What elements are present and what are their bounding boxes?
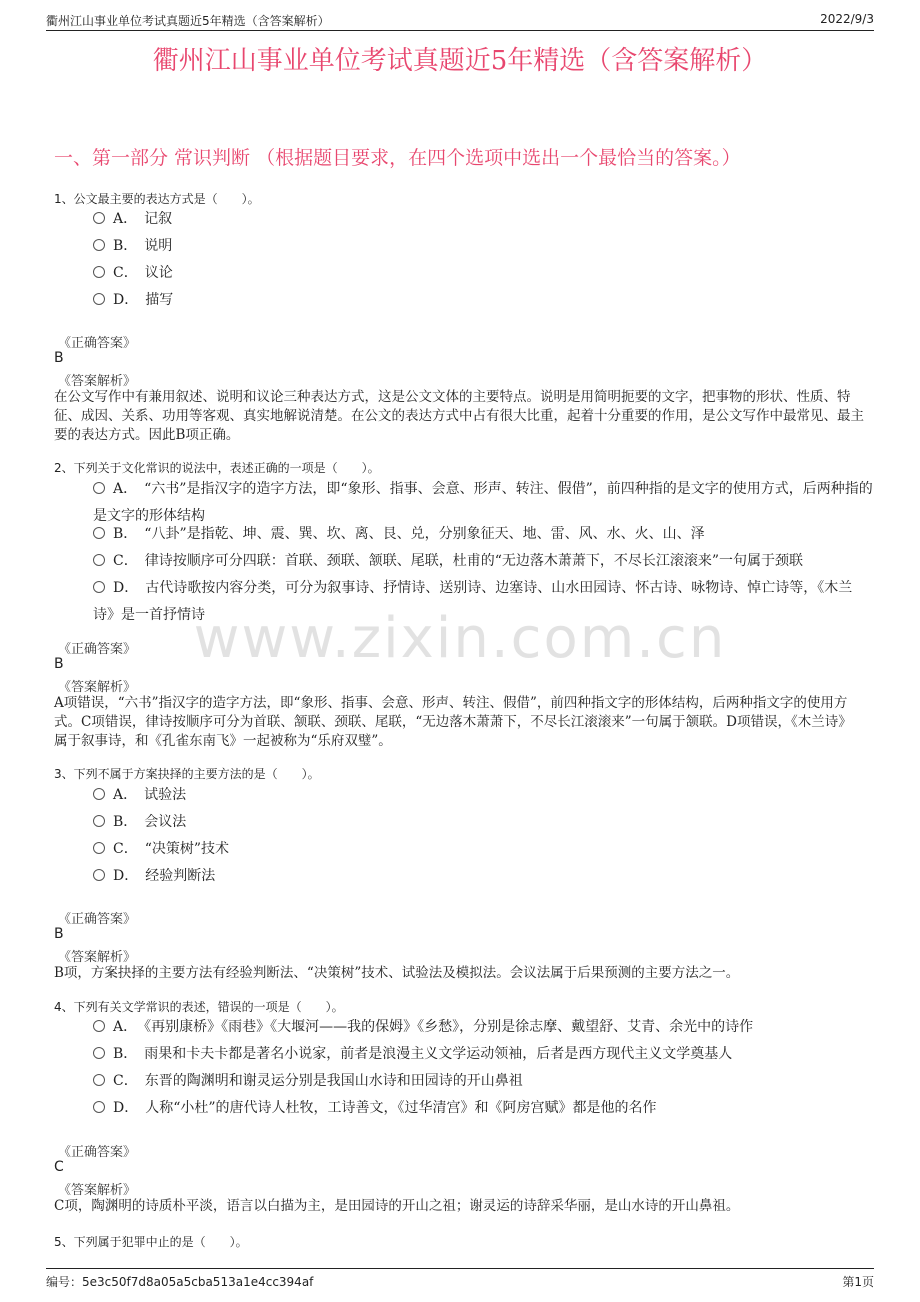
footer-doc-id: 编号：5e3c50f7d8a05a5cba513a1e4cc394af <box>46 1275 314 1289</box>
page-footer <box>46 1268 874 1290</box>
radio-icon[interactable] <box>93 266 105 278</box>
question-4-explanation: C项，陶渊明的诗质朴平淡，语言以白描为主，是田园诗的开山之祖；谢灵运的诗辞采华丽，是山水诗的开山鼻祖。 <box>54 1198 740 1214</box>
question-3-option-a[interactable]: A． 试验法 <box>93 782 873 809</box>
page-header <box>46 12 874 31</box>
radio-icon[interactable] <box>93 842 105 854</box>
section-heading: 一、第一部分 常识判断 （根据题目要求，在四个选项中选出一个最恰当的答案。） <box>54 147 741 169</box>
radio-icon[interactable] <box>93 527 105 539</box>
header-doc-title: 衢州江山事业单位考试真题近5年精选（含答案解析） <box>46 14 330 28</box>
question-2-option-d[interactable]: D． 古代诗歌按内容分类，可分为叙事诗、抒情诗、送别诗、边塞诗、山水田园诗、怀古诗、咏物诗、悼亡诗等，《木兰诗》是一首抒情诗 <box>93 580 853 623</box>
question-1-option-b[interactable]: B． 说明 <box>93 233 873 260</box>
radio-icon[interactable] <box>93 212 105 224</box>
radio-icon[interactable] <box>93 293 105 305</box>
question-5-stem: 5、下列属于犯罪中止的是（ ）。 <box>54 1235 248 1249</box>
explanation-label: 《答案解析》 <box>58 950 137 965</box>
question-1-option-c[interactable]: C． 议论 <box>93 260 873 287</box>
question-3-option-d[interactable]: D． 经验判断法 <box>93 863 873 890</box>
footer-page-number: 第1页 <box>842 1275 874 1289</box>
question-3-stem: 3、下列不属于方案抉择的主要方法的是（ ）。 <box>54 767 320 781</box>
explanation-label: 《答案解析》 <box>58 1183 137 1198</box>
question-2-explanation: A项错误，“六书”指汉字的造字方法，即“象形、指事、会意、形声、转注、假借”，前四种指文字的形体结构，后两种指文字的使用方式。C项错误，律诗按顺序可分为首联、颔联、颈联、尾联，“无边落木萧萧下，不尽长江滚滚来”一句属于颔联。D项错误，《木兰诗》属于叙事诗，和《孔雀东南飞》一起被称为“乐府双璧”。 <box>54 695 852 749</box>
question-1-explanation: 在公文写作中有兼用叙述、说明和议论三种表达方式，这是公文文体的主要特点。说明是用简明扼要的文字，把事物的形状、性质、特征、成因、关系、功用等客观、真实地解说清楚。在公文的表达方式中占有很大比重，起着十分重要的作用，是公文写作中最常见、最主要的表达方式。因此B项正确。 <box>54 389 864 443</box>
radio-icon[interactable] <box>93 581 105 593</box>
question-4-option-a[interactable]: A． 《再别康桥》《雨巷》《大堰河——我的保姆》《乡愁》，分别是徐志摩、戴望舒、艾青、余光中的诗作 <box>93 1014 873 1041</box>
radio-icon[interactable] <box>93 1101 105 1113</box>
question-2-option-a[interactable]: A． “六书”是指汉字的造字方法，即“象形、指事、会意、形声、转注、假借”，前四种指的是文字的使用方式，后两种指的是文字的形体结构 <box>93 481 873 524</box>
question-3-explanation: B项，方案抉择的主要方法有经验判断法、“决策树”技术、试验法及模拟法。会议法属于后果预测的主要方法之一。 <box>54 965 740 981</box>
answer-label: 《正确答案》 <box>58 642 137 657</box>
question-4-stem: 4、下列有关文学常识的表述，错误的一项是（ ）。 <box>54 1000 344 1014</box>
radio-icon[interactable] <box>93 482 105 494</box>
radio-icon[interactable] <box>93 239 105 251</box>
question-3-option-b[interactable]: B． 会议法 <box>93 809 873 836</box>
radio-icon[interactable] <box>93 1047 105 1059</box>
question-4-answer: C <box>54 1159 64 1175</box>
question-4-option-d[interactable]: D． 人称“小杜”的唐代诗人杜牧，工诗善文，《过华清宫》和《阿房宫赋》都是他的名作 <box>93 1095 873 1122</box>
radio-icon[interactable] <box>93 815 105 827</box>
question-2-option-c[interactable]: C． 律诗按顺序可分四联：首联、颈联、颔联、尾联，杜甫的“无边落木萧萧下，不尽长江滚滚来”一句属于颈联 <box>93 548 873 575</box>
question-1-option-d[interactable]: D． 描写 <box>93 287 873 314</box>
radio-icon[interactable] <box>93 869 105 881</box>
radio-icon[interactable] <box>93 1020 105 1032</box>
answer-label: 《正确答案》 <box>58 912 137 927</box>
radio-icon[interactable] <box>93 788 105 800</box>
radio-icon[interactable] <box>93 1074 105 1086</box>
question-3-option-c[interactable]: C． “决策树”技术 <box>93 836 873 863</box>
question-2-stem: 2、下列关于文化常识的说法中，表述正确的一项是（ ）。 <box>54 461 380 475</box>
radio-icon[interactable] <box>93 554 105 566</box>
question-3-answer: B <box>54 926 64 942</box>
answer-label: 《正确答案》 <box>58 336 137 351</box>
page-title: 衢州江山事业单位考试真题近5年精选（含答案解析） <box>152 46 768 76</box>
question-2-answer: B <box>54 656 64 672</box>
question-4-option-c[interactable]: C． 东晋的陶渊明和谢灵运分别是我国山水诗和田园诗的开山鼻祖 <box>93 1068 873 1095</box>
explanation-label: 《答案解析》 <box>58 680 137 695</box>
watermark: www.zixin.com.cn <box>193 606 727 671</box>
explanation-label: 《答案解析》 <box>58 374 137 389</box>
answer-label: 《正确答案》 <box>58 1145 137 1160</box>
question-1-answer: B <box>54 350 64 366</box>
question-1-option-a[interactable]: A． 记叙 <box>93 206 873 233</box>
question-1-stem: 1、公文最主要的表达方式是（ ）。 <box>54 192 260 206</box>
question-2-option-b[interactable]: B． “八卦”是指乾、坤、震、巽、坎、离、艮、兑，分别象征天、地、雷、风、水、火、山、泽 <box>93 521 873 548</box>
header-date: 2022/9/3 <box>820 12 874 26</box>
question-4-option-b[interactable]: B． 雨果和卡夫卡都是著名小说家，前者是浪漫主义文学运动领袖，后者是西方现代主义文学奠基人 <box>93 1041 873 1068</box>
